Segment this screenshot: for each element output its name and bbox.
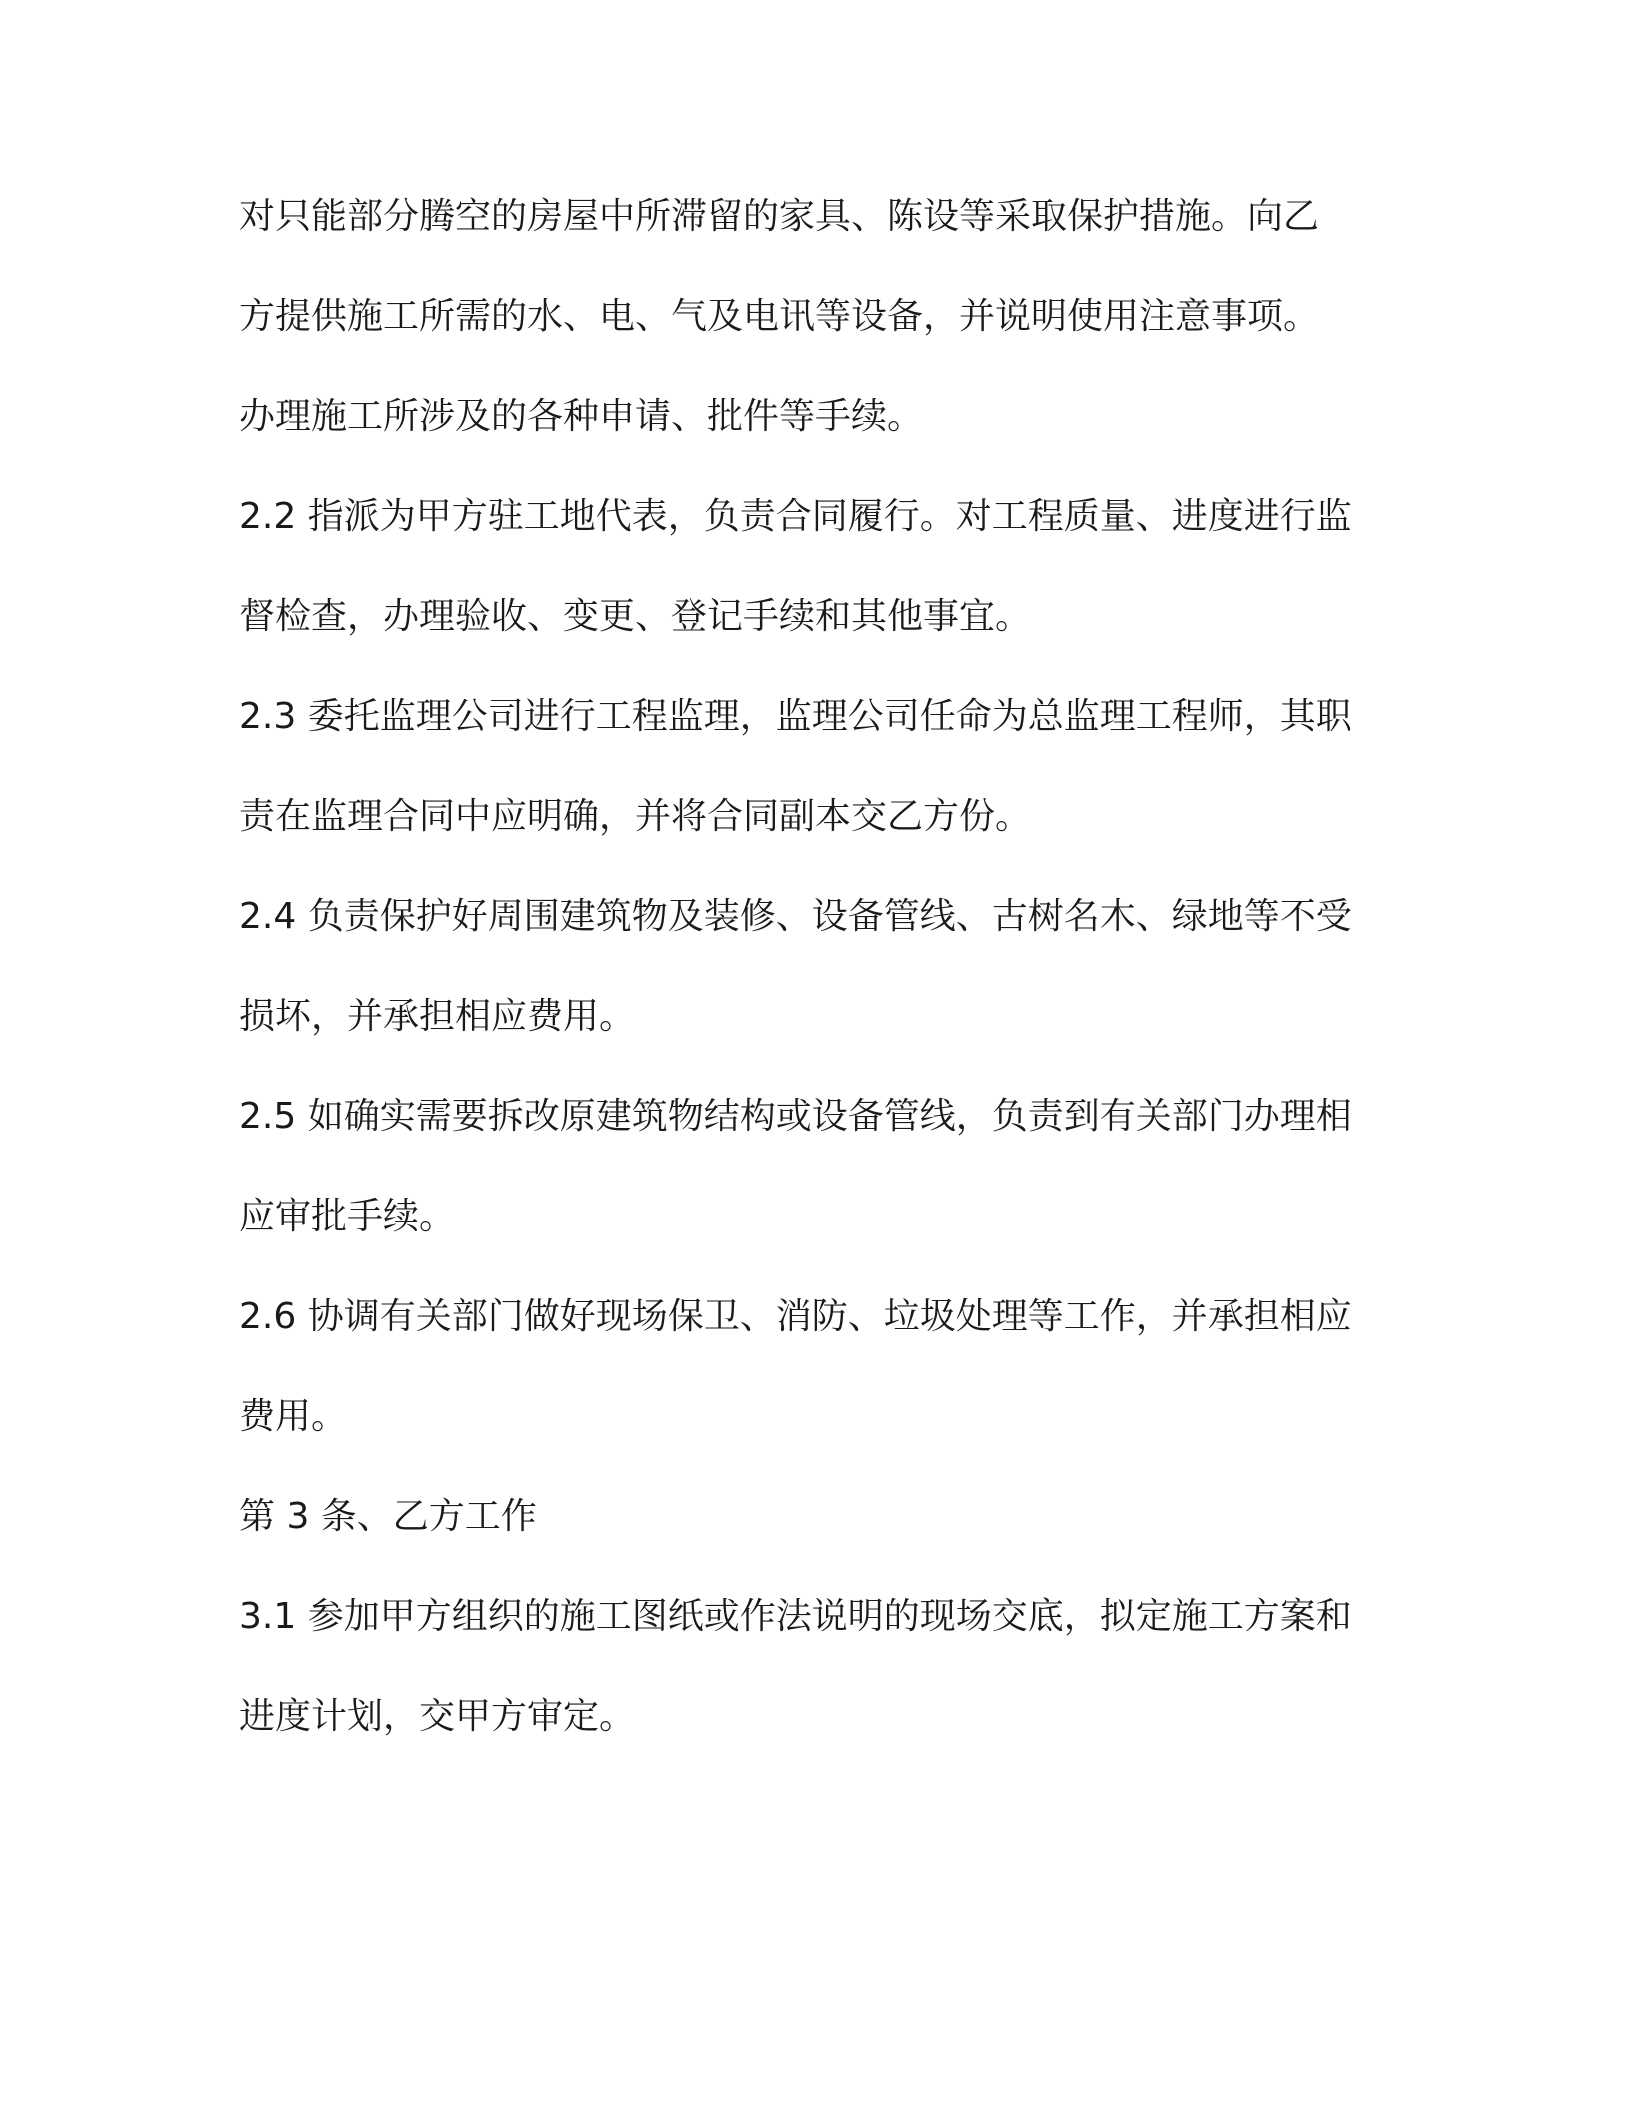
paragraph-line: 督检查，办理验收、变更、登记手续和其他事宜。 (239, 596, 1032, 637)
paragraph-line: 方提供施工所需的水、电、气及电讯等设备，并说明使用注意事项。 (239, 296, 1320, 337)
paragraph-line: 应审批手续。 (239, 1196, 456, 1237)
paragraph-line: 责在监理合同中应明确，并将合同副本交乙方份。 (239, 796, 1032, 837)
paragraph-line: 费用。 (239, 1396, 348, 1437)
paragraph-line: 损坏，并承担相应费用。 (239, 996, 636, 1037)
paragraph-line: 办理施工所涉及的各种申请、批件等手续。 (239, 396, 924, 437)
paragraph-line: 对只能部分腾空的房屋中所滞留的家具、陈设等采取保护措施。向乙 (239, 196, 1320, 237)
clause-2-3-line: 2.3 委托监理公司进行工程监理，监理公司任命为总监理工程师，其职 (239, 696, 1352, 737)
clause-2-6-line: 2.6 协调有关部门做好现场保卫、消防、垃圾处理等工作，并承担相应 (239, 1296, 1352, 1337)
clause-2-2-line: 2.2 指派为甲方驻工地代表，负责合同履行。对工程质量、进度进行监 (239, 496, 1352, 537)
paragraph-line: 进度计划，交甲方审定。 (239, 1696, 636, 1737)
clause-2-5-line: 2.5 如确实需要拆改原建筑物结构或设备管线，负责到有关部门办理相 (239, 1096, 1352, 1137)
section-heading: 第 3 条、乙方工作 (239, 1496, 537, 1537)
clause-2-4-line: 2.4 负责保护好周围建筑物及装修、设备管线、古树名木、绿地等不受 (239, 896, 1352, 937)
clause-3-1-line: 3.1 参加甲方组织的施工图纸或作法说明的现场交底，拟定施工方案和 (239, 1596, 1352, 1637)
